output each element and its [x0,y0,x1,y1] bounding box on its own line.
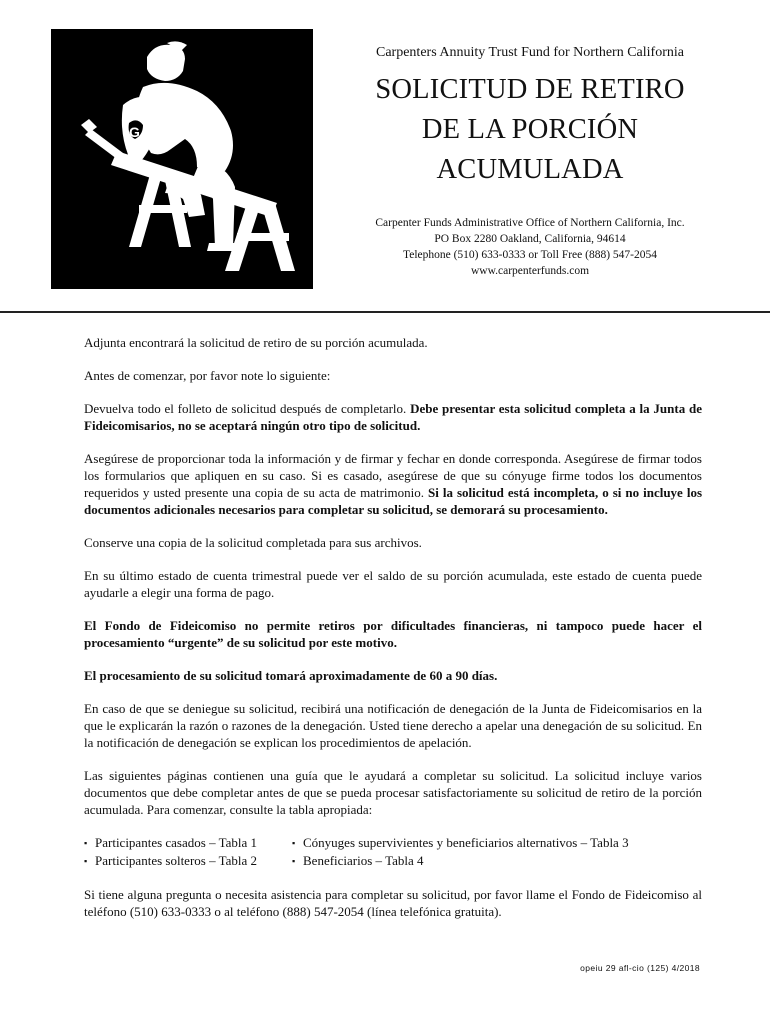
contact-website: www.carpenterfunds.com [470,265,590,277]
paragraph-emphasis: Debe presentar esta solicitud completa a la Junta de Fideicomisarios, no se aceptará ningún otro tipo de solicitud. [84,401,702,433]
list-item-label: Participantes casados – Tabla 1 [95,835,258,850]
title-line: SOLICITUD DE RETIRO [375,74,685,105]
contact-block [320,215,740,279]
document-title [320,70,740,190]
letter-body [84,334,702,920]
paragraph-text: Devuelva todo el folleto de solicitud después de completarlo. [84,401,407,416]
bullet-icon: ▪ [292,838,296,848]
paragraph-processing-time [84,667,702,684]
contact-address: PO Box 2280 Oakland, California, 94614 [434,233,626,245]
list-item [292,852,692,870]
paragraph-text: Asegúrese de proporcionar toda la información y de firmar y fechar en donde corresponda. Asegúrese de firmar todos los formularios que apliquen en su caso. Si es casado, asegúrese de que su cónyuge firme todos los documentos requeridos y usted presente una copia de su acta de matrimonio. [84,451,702,500]
paragraph-hardship [84,617,702,651]
list-item-label: Cónyuges supervivientes y beneficiarios alternativos – Tabla 3 [303,835,629,850]
title-line: ACUMULADA [436,154,624,185]
paragraph-emphasis: El procesamiento de su solicitud tomará aproximadamente de 60 a 90 días. [84,668,498,683]
list-item [84,852,292,870]
header-divider [0,311,770,313]
bullet-icon: ▪ [84,838,88,848]
contact-phone: Telephone (510) 633-0333 or Toll Free (888) 547-2054 [403,249,657,261]
bullet-icon: ▪ [84,856,88,866]
paragraph-keep-copy: Conserve una copia de la solicitud completada para sus archivos. [84,535,422,550]
svg-text:G: G [129,124,140,140]
footer-code: opeiu 29 afl-cio (125) 4/2018 [580,963,700,973]
contact-office: Carpenter Funds Administrative Office of Northern California, Inc. [375,217,685,229]
paragraph-guide: Las siguientes páginas contienen una guía que le ayudará a completar su solicitud. La solicitud incluye varios documentos que debe completar antes de que se pueda procesar satisfactoriamente su solicitud de retiro de la porción acumulada. Para comenzar, consulte la tabla apropiada: [84,768,702,817]
paragraph-emphasis: El Fondo de Fideicomiso no permite retiros por dificultades financieras, ni tampoco puede hacer el procesamiento “urgente” de su solicitud por este motivo. [84,618,702,650]
organization-name: Carpenters Annuity Trust Fund for Northern California [376,45,684,60]
paragraph-denial: En caso de que se deniegue su solicitud, recibirá una notificación de denegación de la Junta de Fideicomisarios en la que le explicarán la razón o razones de la denegación. Usted tiene derecho a apelar una denegación de su solicitud. En la notificación de denegación se explican los procedimientos de apelación. [84,701,702,750]
carpenter-sawing-icon [51,29,313,289]
paragraph-complete-info [84,450,702,518]
paragraph-return [84,400,702,434]
paragraph-statement: En su último estado de cuenta trimestral puede ver el saldo de su porción acumulada, este estado de cuenta puede ayudarle a elegir una forma de pago. [84,568,702,600]
bullet-icon: ▪ [292,856,296,866]
list-item-label: Participantes solteros – Tabla 2 [95,853,258,868]
paragraph-contact: Si tiene alguna pregunta o necesita asistencia para completar su solicitud, por favor llame el Fondo de Fideicomiso al teléfono (510) 633-0333 o al teléfono (888) 547-2054 (línea telefónica gratuita). [84,887,702,919]
paragraph-emphasis: Si la solicitud está incompleta, o si no incluye los documentos adicionales necesarios para completar su solicitud, se demorará su procesamiento. [84,485,702,517]
paragraph-note: Antes de comenzar, por favor note lo siguiente: [84,368,331,383]
list-item [292,834,692,852]
paragraph-intro: Adjunta encontrará la solicitud de retiro de su porción acumulada. [84,335,428,350]
title-line: DE LA PORCIÓN [421,114,639,145]
table-list [84,834,702,870]
list-item-label: Beneficiarios – Tabla 4 [303,853,424,868]
list-item [84,834,292,852]
